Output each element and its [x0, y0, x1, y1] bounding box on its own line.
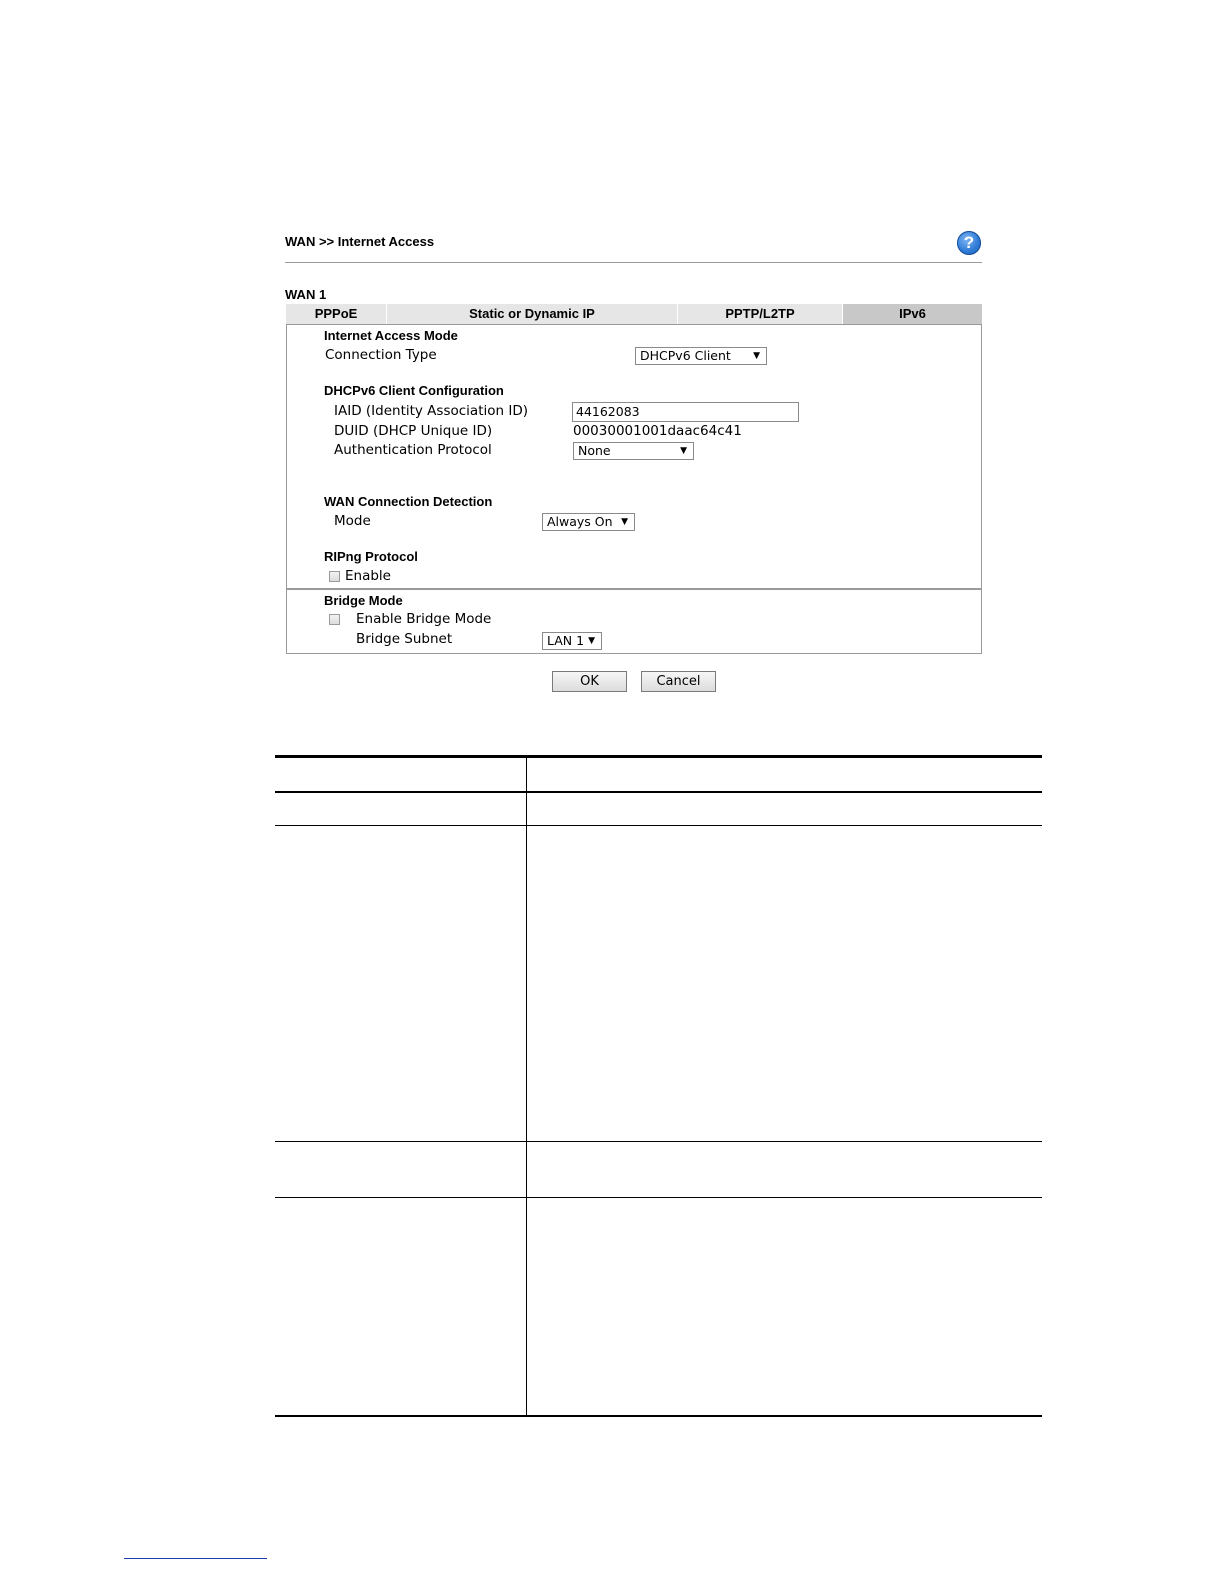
- breadcrumb: WAN >> Internet Access: [285, 234, 435, 249]
- tab-pptp-l2tp[interactable]: PPTP/L2TP: [678, 304, 843, 324]
- duid-value: 00030001001daac64c41: [573, 423, 742, 439]
- wan-detection-heading: WAN Connection Detection: [324, 494, 493, 509]
- iaid-label: IAID (Identity Association ID): [334, 403, 528, 419]
- detection-mode-value: Always On: [547, 514, 613, 529]
- help-icon[interactable]: ?: [957, 231, 981, 255]
- table-row-divider: [275, 1197, 1042, 1198]
- ripng-heading: RIPng Protocol: [324, 549, 418, 564]
- table-row-divider: [275, 1141, 1042, 1142]
- auth-protocol-select[interactable]: [573, 442, 694, 460]
- cancel-button[interactable]: Cancel: [641, 671, 716, 692]
- tab-static-dynamic-ip[interactable]: Static or Dynamic IP: [387, 304, 678, 324]
- ok-button[interactable]: OK: [552, 671, 627, 692]
- chevron-down-icon: ▼: [680, 446, 687, 456]
- ripng-enable-label: Enable: [345, 568, 391, 584]
- bridge-subnet-value: LAN 1: [547, 633, 585, 648]
- tab-pppoe[interactable]: PPPoE: [286, 304, 387, 324]
- footer-link-underline[interactable]: [124, 1558, 267, 1559]
- table-row-divider: [275, 825, 1042, 826]
- tab-bar: [286, 304, 982, 324]
- ripng-enable-checkbox[interactable]: [329, 571, 340, 582]
- dhcpv6-config-heading: DHCPv6 Client Configuration: [324, 383, 504, 398]
- connection-type-select[interactable]: [635, 347, 767, 365]
- table-bottom-rule: [275, 1415, 1042, 1417]
- tab-ipv6[interactable]: IPv6: [843, 304, 982, 324]
- bridge-enable-checkbox[interactable]: [329, 614, 340, 625]
- bridge-mode-heading: Bridge Mode: [324, 593, 403, 608]
- detection-mode-label: Mode: [334, 513, 371, 529]
- duid-label: DUID (DHCP Unique ID): [334, 423, 493, 439]
- auth-protocol-value: None: [578, 443, 611, 458]
- chevron-down-icon: ▼: [588, 636, 595, 646]
- chevron-down-icon: ▼: [753, 351, 760, 361]
- bridge-subnet-select[interactable]: [542, 632, 602, 650]
- table-top-rule: [275, 755, 1042, 758]
- auth-protocol-label: Authentication Protocol: [334, 442, 492, 458]
- detection-mode-select[interactable]: [542, 513, 635, 531]
- iaid-input[interactable]: 44162083: [572, 402, 799, 422]
- connection-type-label: Connection Type: [325, 347, 437, 363]
- chevron-down-icon: ▼: [621, 517, 628, 527]
- bridge-subnet-label: Bridge Subnet: [356, 631, 453, 647]
- table-column-divider: [526, 758, 527, 1416]
- header-divider: [285, 262, 982, 263]
- internet-access-mode-heading: Internet Access Mode: [324, 328, 458, 343]
- connection-type-value: DHCPv6 Client: [640, 348, 731, 363]
- wan-label: WAN 1: [285, 287, 327, 302]
- bridge-enable-label: Enable Bridge Mode: [356, 611, 492, 627]
- table-row-divider: [275, 791, 1042, 793]
